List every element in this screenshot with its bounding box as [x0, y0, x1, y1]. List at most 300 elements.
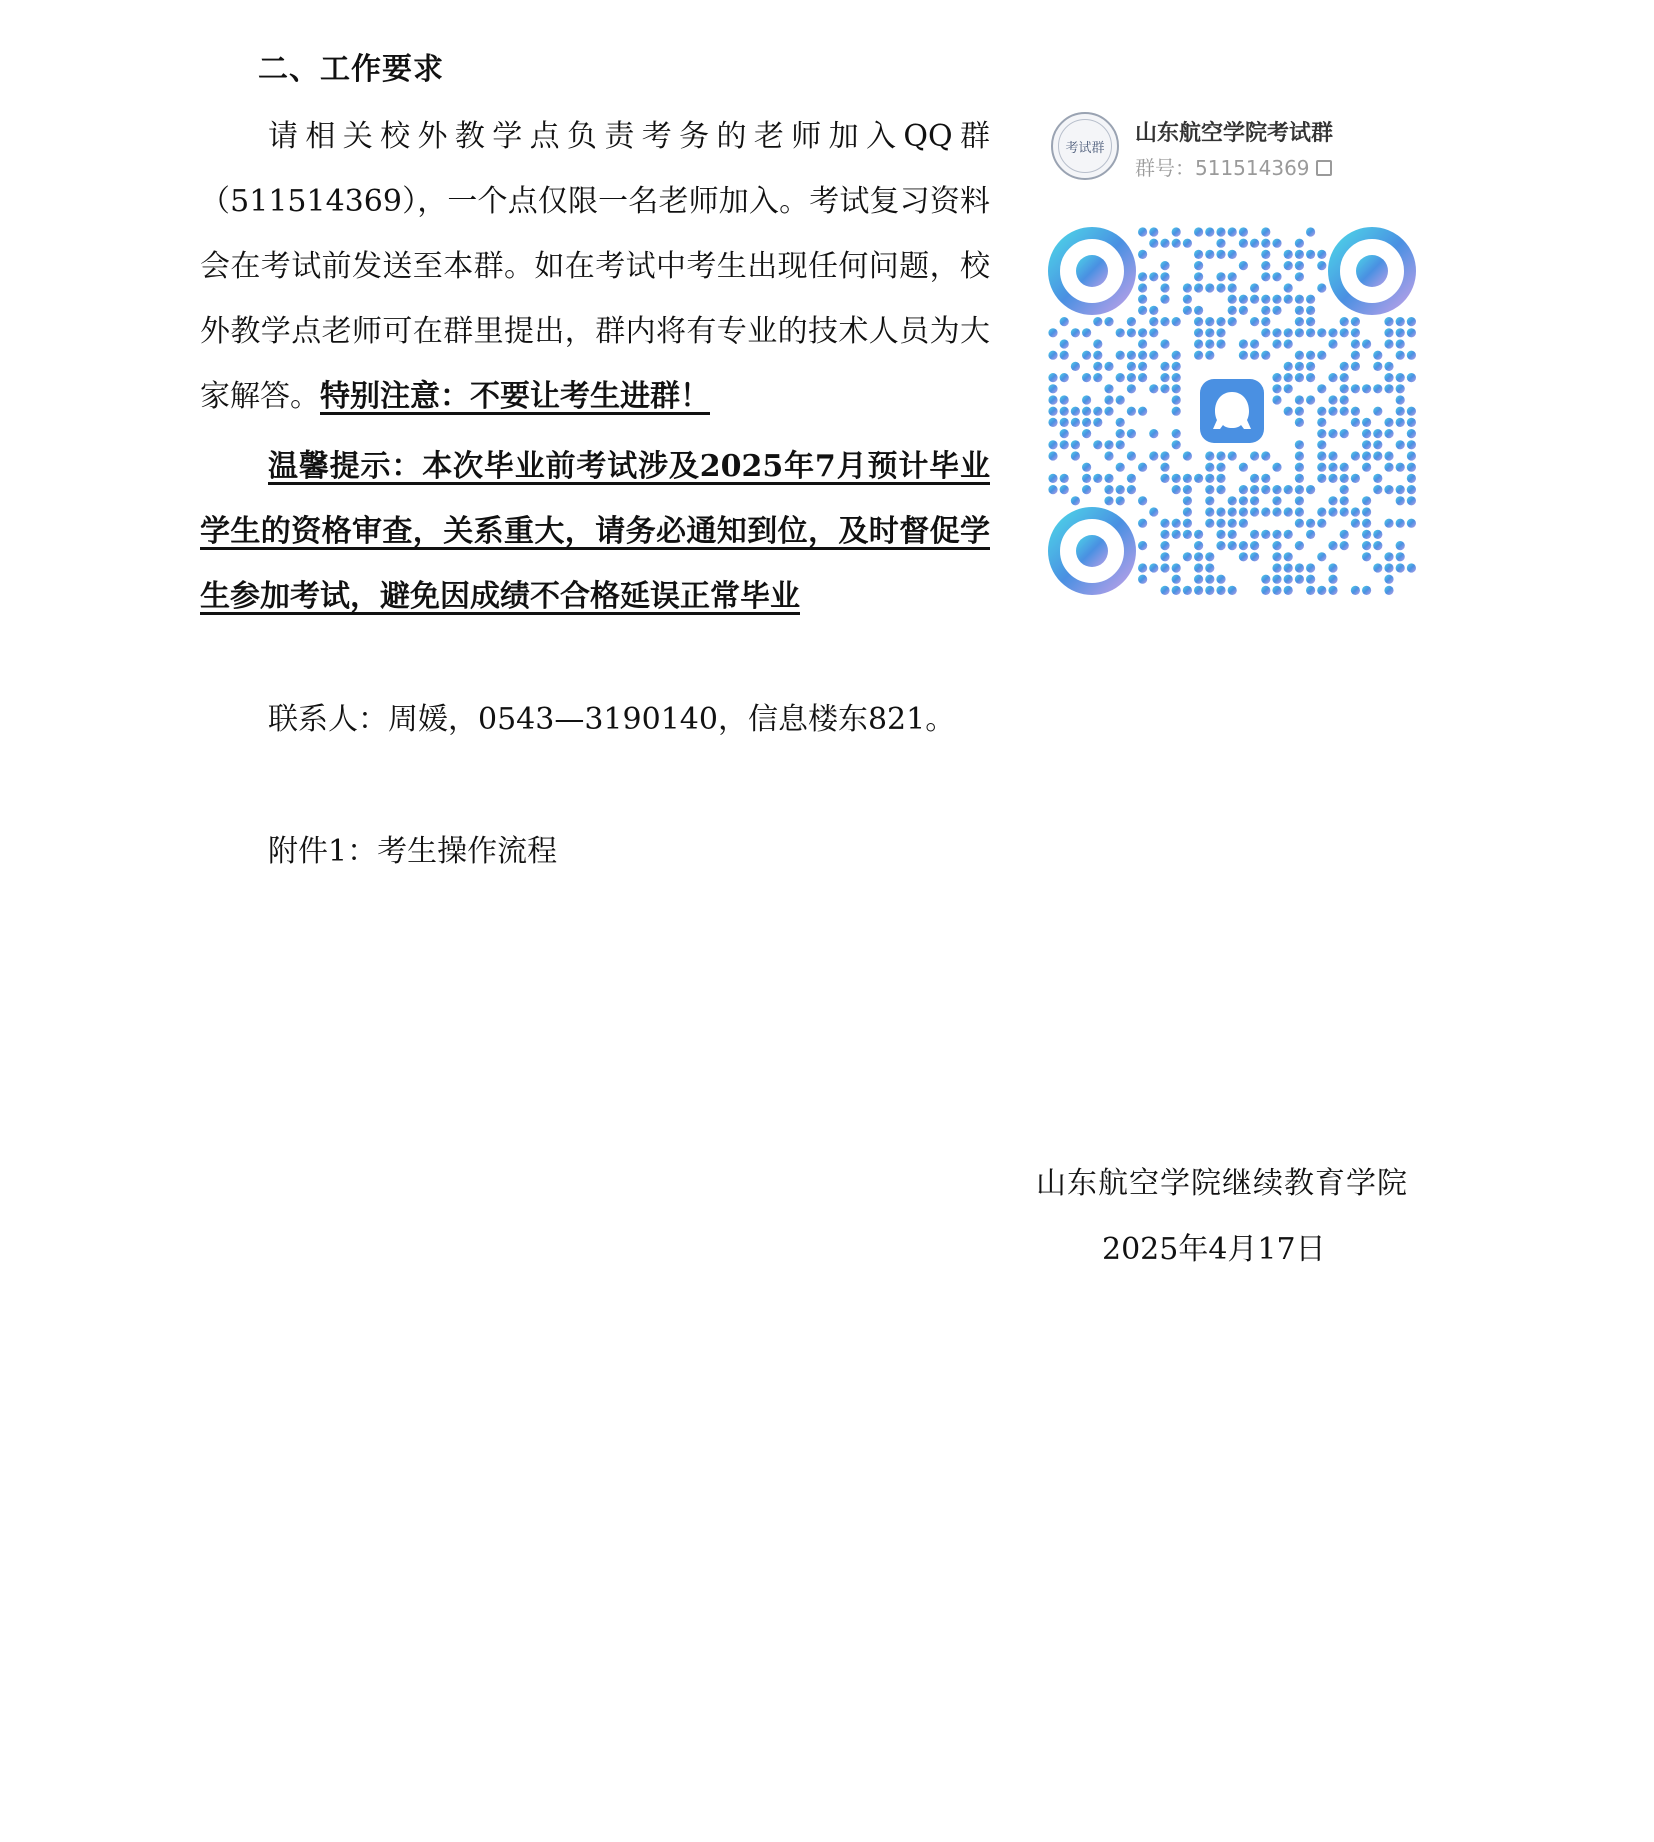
finder-pattern-bottom-left	[1054, 513, 1130, 589]
qr-module	[1384, 317, 1393, 326]
qr-module	[1250, 295, 1259, 304]
qr-module	[1328, 563, 1337, 572]
qr-module	[1082, 373, 1091, 382]
qr-module	[1351, 474, 1360, 483]
qr-module	[1071, 407, 1080, 416]
qr-module	[1340, 407, 1349, 416]
qr-module	[1127, 384, 1136, 393]
qr-module	[1396, 552, 1405, 561]
qr-module	[1149, 563, 1158, 572]
qr-module	[1295, 485, 1304, 494]
qr-module	[1082, 328, 1091, 337]
qr-module	[1295, 328, 1304, 337]
qr-module	[1351, 317, 1360, 326]
qr-module	[1272, 507, 1281, 516]
qr-module	[1272, 328, 1281, 337]
qr-module	[1160, 261, 1169, 270]
attachment-line: 附件1：考生操作流程	[268, 834, 558, 869]
qr-module	[1160, 362, 1169, 371]
qr-module	[1407, 519, 1416, 528]
qr-module	[1317, 463, 1326, 472]
qr-module	[1295, 272, 1304, 281]
qr-module	[1172, 239, 1181, 248]
qr-module	[1194, 586, 1203, 595]
qr-module	[1407, 563, 1416, 572]
qr-module	[1295, 250, 1304, 259]
qr-module	[1261, 507, 1270, 516]
contact-line: 联系人：周媛，0543—3190140，信息楼东821。	[268, 702, 956, 737]
qr-module	[1407, 317, 1416, 326]
qr-module	[1295, 295, 1304, 304]
qr-module	[1172, 519, 1181, 528]
qr-module	[1216, 451, 1225, 460]
qr-module	[1250, 485, 1259, 494]
qr-module	[1048, 485, 1057, 494]
qr-module	[1116, 373, 1125, 382]
qr-module	[1060, 418, 1069, 427]
qr-module	[1340, 362, 1349, 371]
qr-module	[1149, 384, 1158, 393]
qr-module	[1362, 384, 1371, 393]
qr-module	[1160, 552, 1169, 561]
qr-module	[1228, 272, 1237, 281]
qr-module	[1295, 496, 1304, 505]
qr-module	[1261, 306, 1270, 315]
qr-module	[1295, 407, 1304, 416]
qr-module	[1328, 451, 1337, 460]
qr-module	[1104, 317, 1113, 326]
qr-module	[1384, 384, 1393, 393]
qr-module	[1082, 429, 1091, 438]
qr-module	[1340, 373, 1349, 382]
qr-module	[1340, 328, 1349, 337]
qr-module	[1250, 283, 1259, 292]
qr-module	[1194, 575, 1203, 584]
qr-module	[1317, 418, 1326, 427]
qr-module	[1317, 328, 1326, 337]
qr-module	[1183, 485, 1192, 494]
qr-module	[1116, 440, 1125, 449]
qr-module	[1205, 463, 1214, 472]
qr-module	[1306, 575, 1315, 584]
qr-module	[1160, 272, 1169, 281]
qr-module	[1396, 485, 1405, 494]
qr-module	[1205, 507, 1214, 516]
qr-module	[1272, 295, 1281, 304]
qr-module	[1138, 496, 1147, 505]
qr-module	[1216, 339, 1225, 348]
qr-module	[1216, 485, 1225, 494]
qr-module	[1116, 496, 1125, 505]
qr-module	[1205, 328, 1214, 337]
group-logo	[1051, 112, 1119, 180]
qr-module	[1340, 530, 1349, 539]
qr-module	[1160, 530, 1169, 539]
qr-module	[1362, 507, 1371, 516]
qr-module	[1272, 496, 1281, 505]
qr-module	[1228, 227, 1237, 236]
qr-module	[1284, 563, 1293, 572]
qr-module	[1295, 463, 1304, 472]
qr-module	[1093, 474, 1102, 483]
qr-module	[1216, 519, 1225, 528]
qr-module	[1239, 485, 1248, 494]
qr-module	[1082, 485, 1091, 494]
qr-module	[1384, 575, 1393, 584]
qr-module	[1060, 395, 1069, 404]
qr-module	[1284, 384, 1293, 393]
qr-module	[1396, 373, 1405, 382]
qr-module	[1362, 552, 1371, 561]
qr-module	[1384, 586, 1393, 595]
qr-module	[1239, 463, 1248, 472]
qr-module	[1160, 519, 1169, 528]
qr-module	[1205, 519, 1214, 528]
finder-pattern-top-left	[1054, 233, 1130, 309]
qr-module	[1104, 496, 1113, 505]
qr-module	[1104, 384, 1113, 393]
qr-module	[1093, 317, 1102, 326]
qr-module	[1104, 440, 1113, 449]
qr-module	[1183, 507, 1192, 516]
qr-module	[1261, 586, 1270, 595]
qr-module	[1306, 362, 1315, 371]
qr-module	[1116, 328, 1125, 337]
qr-module	[1261, 351, 1270, 360]
qr-module	[1239, 261, 1248, 270]
qr-module	[1373, 541, 1382, 550]
qr-module	[1048, 351, 1057, 360]
qr-module	[1127, 474, 1136, 483]
qr-module	[1317, 440, 1326, 449]
qr-module	[1093, 351, 1102, 360]
qr-module	[1239, 339, 1248, 348]
qr-module	[1384, 463, 1393, 472]
qr-module	[1362, 440, 1371, 449]
qr-module	[1060, 339, 1069, 348]
qr-module	[1149, 239, 1158, 248]
qr-module	[1216, 507, 1225, 516]
qr-module	[1396, 541, 1405, 550]
qr-module	[1127, 429, 1136, 438]
qr-module	[1060, 351, 1069, 360]
qr-module	[1127, 362, 1136, 371]
qr-module	[1250, 496, 1259, 505]
qr-module	[1060, 429, 1069, 438]
qr-module	[1216, 530, 1225, 539]
qr-module	[1250, 351, 1259, 360]
qr-module	[1160, 451, 1169, 460]
qr-module	[1272, 239, 1281, 248]
qr-module	[1138, 283, 1147, 292]
qr-module	[1048, 407, 1057, 416]
qr-module	[1396, 519, 1405, 528]
qr-module	[1138, 463, 1147, 472]
qr-module	[1373, 407, 1382, 416]
qr-module	[1093, 440, 1102, 449]
qr-module	[1351, 519, 1360, 528]
qr-module	[1071, 362, 1080, 371]
qr-module	[1093, 418, 1102, 427]
qr-module	[1306, 563, 1315, 572]
qr-module	[1172, 429, 1181, 438]
qr-module	[1116, 351, 1125, 360]
qr-module	[1284, 485, 1293, 494]
qr-module	[1407, 429, 1416, 438]
qr-module	[1261, 250, 1270, 259]
qr-module	[1284, 250, 1293, 259]
qr-module	[1239, 519, 1248, 528]
qr-module	[1407, 440, 1416, 449]
qr-module	[1351, 339, 1360, 348]
qr-module	[1194, 250, 1203, 259]
qr-module	[1183, 283, 1192, 292]
qr-module	[1284, 283, 1293, 292]
qr-module	[1149, 272, 1158, 281]
qq-group-qr-card	[1015, 66, 1450, 626]
qr-module	[1205, 586, 1214, 595]
qr-module	[1194, 261, 1203, 270]
qr-module	[1284, 530, 1293, 539]
qr-module	[1284, 328, 1293, 337]
qr-module	[1104, 474, 1113, 483]
qr-module	[1194, 227, 1203, 236]
qr-module	[1306, 295, 1315, 304]
qr-module	[1082, 463, 1091, 472]
qr-module	[1172, 373, 1181, 382]
qr-module	[1160, 384, 1169, 393]
qr-module	[1138, 351, 1147, 360]
qr-module	[1205, 496, 1214, 505]
qr-module	[1328, 395, 1337, 404]
qr-module	[1138, 407, 1147, 416]
qr-module	[1396, 418, 1405, 427]
qr-module	[1351, 586, 1360, 595]
qr-module	[1284, 586, 1293, 595]
qr-module	[1295, 373, 1304, 382]
qr-module	[1104, 362, 1113, 371]
qr-module	[1250, 541, 1259, 550]
qr-module	[1284, 552, 1293, 561]
qr-module	[1172, 227, 1181, 236]
qr-module	[1396, 328, 1405, 337]
qr-module	[1250, 317, 1259, 326]
qr-module	[1340, 317, 1349, 326]
qr-module	[1295, 362, 1304, 371]
qr-module	[1183, 474, 1192, 483]
issue-date: 2025年4月17日	[1102, 1232, 1326, 1267]
qr-module	[1272, 339, 1281, 348]
qr-module	[1228, 317, 1237, 326]
qr-module	[1362, 418, 1371, 427]
qr-module	[1183, 306, 1192, 315]
qr-module	[1261, 261, 1270, 270]
qr-module	[1272, 272, 1281, 281]
qr-module	[1261, 239, 1270, 248]
qr-module	[1216, 283, 1225, 292]
qr-module	[1149, 306, 1158, 315]
qr-module	[1306, 351, 1315, 360]
qr-module	[1060, 373, 1069, 382]
qr-module	[1228, 451, 1237, 460]
qr-module	[1205, 552, 1214, 561]
qr-module	[1205, 474, 1214, 483]
qr-module	[1261, 451, 1270, 460]
qr-module	[1362, 541, 1371, 550]
qr-module	[1373, 384, 1382, 393]
qr-module	[1060, 474, 1069, 483]
qr-module	[1172, 586, 1181, 595]
qr-module	[1116, 463, 1125, 472]
qr-module	[1172, 575, 1181, 584]
qr-module	[1216, 474, 1225, 483]
qr-module	[1205, 339, 1214, 348]
qr-module	[1272, 541, 1281, 550]
qr-module	[1183, 519, 1192, 528]
qr-module	[1317, 407, 1326, 416]
qr-module	[1138, 250, 1147, 259]
qr-module	[1183, 295, 1192, 304]
qr-module	[1284, 295, 1293, 304]
qr-module	[1116, 395, 1125, 404]
qr-module	[1160, 295, 1169, 304]
qr-module	[1272, 373, 1281, 382]
qr-module	[1127, 485, 1136, 494]
qr-module	[1295, 563, 1304, 572]
qr-module	[1093, 362, 1102, 371]
qr-module	[1172, 407, 1181, 416]
qr-module	[1071, 440, 1080, 449]
qr-module	[1160, 317, 1169, 326]
qr-module	[1149, 451, 1158, 460]
qr-module	[1384, 485, 1393, 494]
qr-module	[1138, 328, 1147, 337]
qr-module	[1194, 328, 1203, 337]
qr-module	[1317, 283, 1326, 292]
qr-module	[1396, 463, 1405, 472]
qr-module	[1250, 239, 1259, 248]
qr-module	[1328, 429, 1337, 438]
qr-module	[1048, 440, 1057, 449]
qr-module	[1362, 530, 1371, 539]
qr-module	[1216, 586, 1225, 595]
qr-module	[1407, 328, 1416, 337]
qr-module	[1384, 563, 1393, 572]
qr-module	[1183, 239, 1192, 248]
qr-module	[1160, 541, 1169, 550]
qr-module	[1295, 575, 1304, 584]
qr-module	[1373, 351, 1382, 360]
qr-module	[1295, 519, 1304, 528]
qr-module	[1239, 227, 1248, 236]
qr-module	[1071, 418, 1080, 427]
qr-module	[1071, 328, 1080, 337]
qr-module	[1317, 250, 1326, 259]
qr-module	[1295, 351, 1304, 360]
qr-module	[1351, 507, 1360, 516]
qr-module	[1284, 373, 1293, 382]
qr-module	[1317, 586, 1326, 595]
qr-module	[1172, 351, 1181, 360]
qr-module	[1340, 474, 1349, 483]
qq-penguin-icon	[1195, 374, 1269, 448]
qr-module	[1149, 328, 1158, 337]
qr-module	[1407, 451, 1416, 460]
qr-module	[1127, 407, 1136, 416]
qr-module	[1160, 239, 1169, 248]
qr-module	[1183, 530, 1192, 539]
qr-module	[1239, 552, 1248, 561]
qr-module	[1272, 395, 1281, 404]
qr-module	[1093, 373, 1102, 382]
qr-module	[1373, 530, 1382, 539]
qr-module	[1295, 317, 1304, 326]
qr-module	[1048, 418, 1057, 427]
qr-module	[1373, 440, 1382, 449]
qr-module	[1373, 362, 1382, 371]
qr-module	[1261, 530, 1270, 539]
qr-module	[1396, 496, 1405, 505]
qr-module	[1082, 418, 1091, 427]
qr-module	[1351, 328, 1360, 337]
qr-module	[1407, 418, 1416, 427]
qr-module	[1228, 306, 1237, 315]
qr-module	[1340, 463, 1349, 472]
qr-module	[1317, 384, 1326, 393]
qr-module	[1384, 519, 1393, 528]
qr-module	[1373, 429, 1382, 438]
qr-module	[1104, 395, 1113, 404]
copy-icon[interactable]	[1316, 160, 1332, 176]
group-id[interactable]	[1135, 152, 1332, 181]
qr-module	[1261, 575, 1270, 584]
qr-module	[1082, 351, 1091, 360]
qr-module	[1306, 250, 1315, 259]
qr-module	[1048, 451, 1057, 460]
qr-module	[1194, 530, 1203, 539]
qr-module	[1116, 485, 1125, 494]
qr-module	[1328, 463, 1337, 472]
qr-module	[1138, 362, 1147, 371]
qr-module	[1172, 474, 1181, 483]
qr-module	[1093, 407, 1102, 416]
qr-module	[1172, 317, 1181, 326]
qr-module	[1082, 395, 1091, 404]
qr-module	[1351, 418, 1360, 427]
qr-module	[1104, 451, 1113, 460]
qr-module	[1306, 317, 1315, 326]
qr-module	[1228, 586, 1237, 595]
qr-module	[1384, 552, 1393, 561]
qr-module	[1295, 440, 1304, 449]
qr-module	[1239, 541, 1248, 550]
qr-module	[1340, 541, 1349, 550]
qr-module	[1194, 474, 1203, 483]
qr-module	[1239, 295, 1248, 304]
qr-module	[1060, 440, 1069, 449]
qr-module	[1295, 541, 1304, 550]
group-id-text: 群号：511514369	[1135, 156, 1310, 180]
qr-module	[1194, 272, 1203, 281]
qr-module	[1194, 552, 1203, 561]
qr-module	[1205, 250, 1214, 259]
qr-module	[1295, 418, 1304, 427]
qr-module	[1138, 295, 1147, 304]
qr-module	[1060, 485, 1069, 494]
qr-module	[1396, 384, 1405, 393]
qr-module	[1048, 395, 1057, 404]
qr-module	[1272, 552, 1281, 561]
